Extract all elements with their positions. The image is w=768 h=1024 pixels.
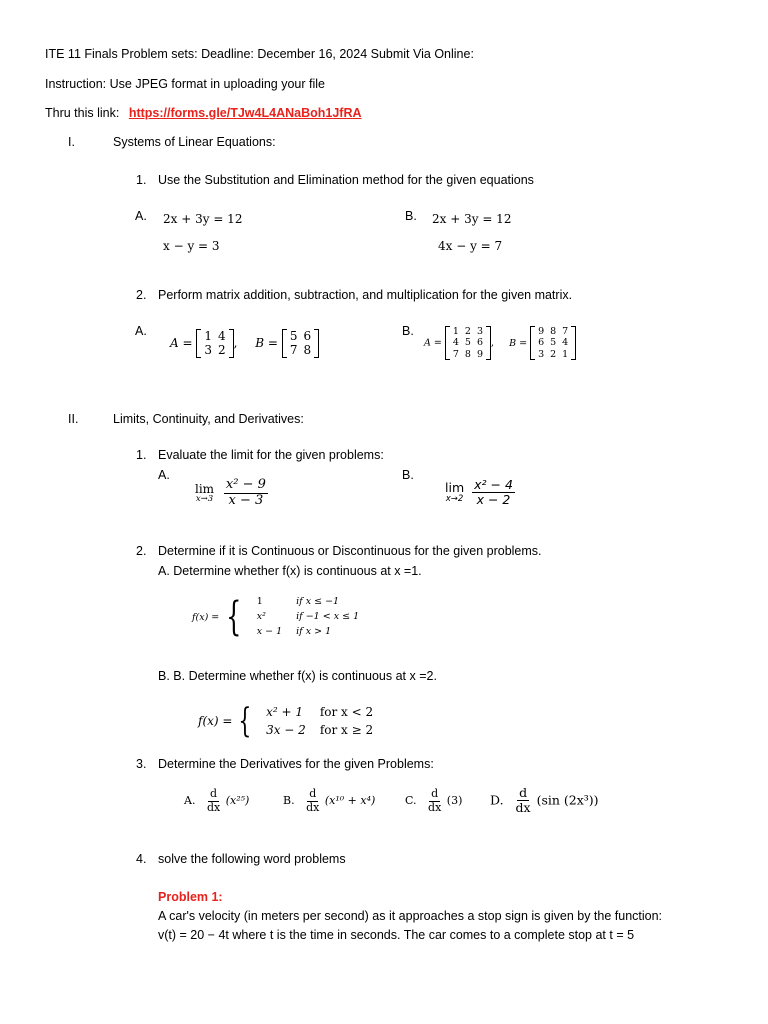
section-2-numeral: II. — [68, 412, 79, 426]
section-2-title: Limits, Continuity, and Derivatives: — [113, 412, 304, 426]
matrix-a-2x2: 1 4 3 2 — [196, 329, 233, 358]
s1-q1-b-label: B. — [405, 209, 417, 223]
s1-q1-b-eq1: 2x + 3y = 12 — [432, 212, 512, 226]
derivative-a: A. $\frac{d}{dx}$ (x²⁵) — [184, 787, 250, 814]
matrix-a-name: A = — [170, 335, 193, 350]
derivative-d: D. $\frac{d}{dx}$ (sin (2x³)) — [490, 785, 599, 816]
s2-q1-text: Evaluate the limit for the given problems: — [158, 448, 384, 462]
s2-q3-number: 3. — [136, 757, 147, 771]
s1-q2-a-matrices: A = 1 4 3 2 , B = 5 6 7 8 — [170, 329, 319, 358]
s1-q1-number: 1. — [136, 173, 147, 187]
limit-a: lim x→3 $\frac{\text{x² − 9}}{x - 3}$ — [195, 477, 266, 508]
s2-q3-text: Determine the Derivatives for the given Problems: — [158, 757, 434, 771]
matrix-b-2x2: 5 6 7 8 — [282, 329, 319, 358]
s2-q4-text: solve the following word problems — [158, 852, 346, 866]
matrix-b-3x3: 9 8 7 6 5 4 3 2 1 — [530, 326, 576, 360]
s1-q1-a-eq2: x − y = 3 — [163, 239, 220, 253]
matrix-a3-name: A = — [424, 337, 442, 349]
piecewise-b: f(x) = { x² + 1 for x < 2 3x − 2 for x ≥ 2 — [198, 701, 374, 742]
section-1-title: Systems of Linear Equations: — [113, 135, 276, 149]
submission-link-row — [45, 106, 362, 120]
problem-1-title: Problem 1: — [158, 890, 223, 904]
s2-q1-a-label: A. — [158, 468, 170, 482]
section-1-numeral: I. — [68, 135, 75, 149]
s2-q2-b-text: B. B. Determine whether f(x) is continuous at x =2. — [158, 669, 437, 683]
piecewise-a: f(x) = { 1 if x ≤ −1 x² if −1 < x ≤ 1 x − 1 if x > 1 — [192, 594, 360, 641]
s1-q2-a-label: A. — [135, 324, 147, 338]
s1-q1-b-eq2: 4x − y = 7 — [438, 239, 503, 253]
s1-q1-text: Use the Substitution and Elimination method for the given equations — [158, 173, 534, 187]
thru-label: Thru this link: — [45, 106, 120, 120]
s2-q4-number: 4. — [136, 852, 147, 866]
s1-q2-text: Perform matrix addition, subtraction, and multiplication for the given matrix. — [158, 288, 573, 302]
limit-b: lim x→2 $\frac{\text{x² − 4}}{x - 2}$ — [445, 477, 513, 508]
s2-q2-text: Determine if it is Continuous or Discontinuous for the given problems. — [158, 544, 542, 558]
problem-1-line-2: v(t) = 20 − 4t where t is the time in seconds. The car comes to a complete stop at t = 5 — [158, 928, 635, 942]
s2-q2-number: 2. — [136, 544, 147, 558]
problem-1-line-1: A car's velocity (in meters per second) as it approaches a stop sign is given by the function: — [158, 909, 663, 923]
document-title-line: ITE 11 Finals Problem sets: Deadline: December 16, 2024 Submit Via Online: — [45, 47, 474, 61]
instruction-text: Instruction: Use JPEG format in uploading your file — [45, 77, 325, 91]
s1-q2-b-matrices: A = 1 2 3 4 5 6 7 8 9 , B = 9 8 7 6 5 4 3 2 1 — [424, 326, 576, 360]
s1-q1-a-eq1: 2x + 3y = 12 — [163, 212, 243, 226]
s1-q1-a-label: A. — [135, 209, 147, 223]
s2-q1-number: 1. — [136, 448, 147, 462]
derivative-b: B. $\frac{d}{dx}$ (x¹⁰ + x⁴) — [283, 787, 376, 814]
s1-q2-number: 2. — [136, 288, 147, 302]
derivative-c: C. $\frac{d}{dx}$ (3) — [405, 787, 463, 814]
s1-q2-b-label: B. — [402, 324, 414, 338]
matrix-a-3x3: 1 2 3 4 5 6 7 8 9 — [445, 326, 491, 360]
s2-q1-b-label: B. — [402, 468, 414, 482]
s2-q2-a-text: A. Determine whether f(x) is continuous at x =1. — [158, 564, 422, 578]
matrix-b-name: B = — [255, 335, 278, 350]
matrix-b3-name: B = — [509, 337, 528, 349]
submission-link[interactable]: https://forms.gle/TJw4L4ANaBoh1JfRA — [128, 106, 362, 120]
